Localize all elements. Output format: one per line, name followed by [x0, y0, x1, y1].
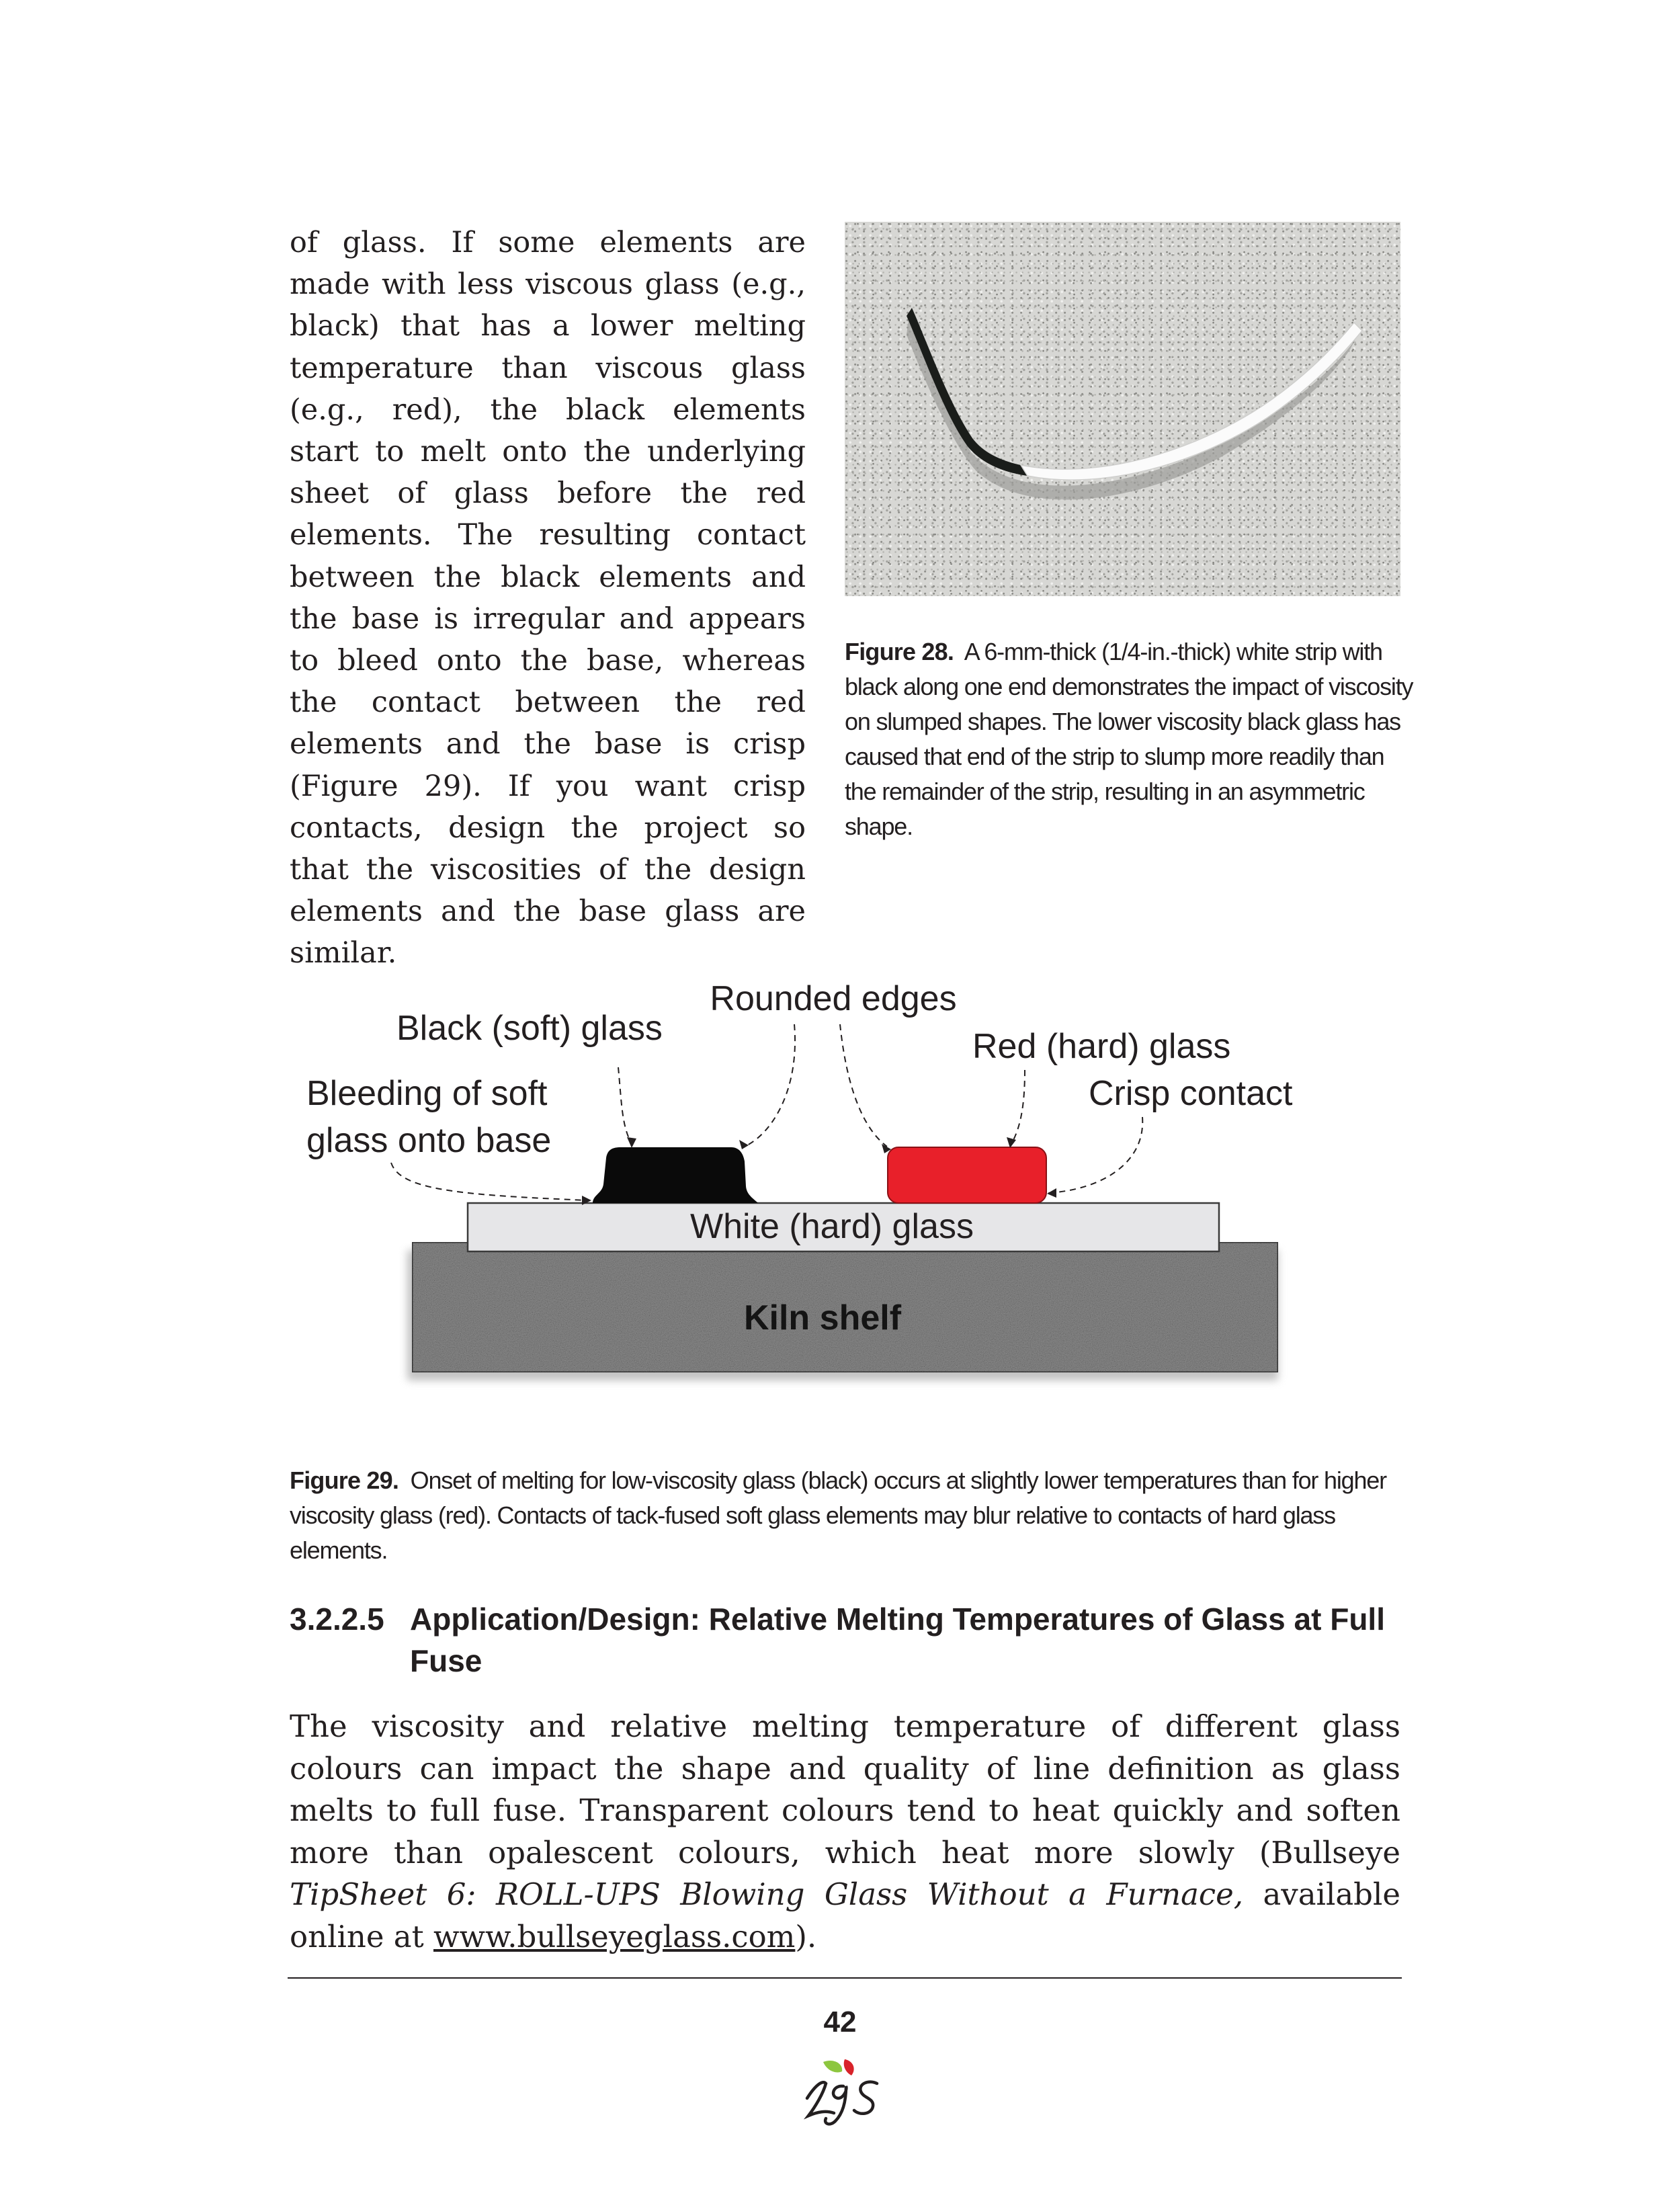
leader-crisp-contact — [1048, 1117, 1142, 1193]
logo-green-leaf — [823, 2061, 842, 2073]
leader-rounded-left — [746, 1024, 795, 1146]
red-glass-element — [888, 1147, 1046, 1203]
bleeding-label-line2: glass onto base — [306, 1121, 552, 1160]
section-number: 3.2.2.5 — [290, 1602, 384, 1637]
figure-28-photo — [845, 222, 1400, 596]
tipsheet-title: TipSheet 6: ROLL-UPS Blowing Glass Without a Furnace, — [290, 1876, 1244, 1912]
figure-29-caption — [290, 1463, 1405, 1568]
body-text-mid: available online at — [290, 1876, 1400, 1954]
crisp-contact-label: Crisp contact — [1089, 1074, 1293, 1113]
body-text-end: ). — [795, 1918, 817, 1954]
slumped-strip-photo — [845, 222, 1400, 596]
lgs-logo — [803, 2057, 884, 2131]
strip-white-section — [1021, 323, 1362, 480]
arrowhead-crisp-contact — [1047, 1188, 1056, 1198]
figure-29-label: Figure 29. — [290, 1467, 399, 1494]
arrowhead-rounded-left — [739, 1140, 749, 1149]
logo-letter-g — [825, 2086, 846, 2124]
leader-black-glass — [618, 1067, 632, 1144]
figure-28-label: Figure 28. — [845, 638, 954, 665]
black-soft-glass-label: Black (soft) glass — [396, 1009, 663, 1048]
section-title: Application/Design: Relative Melting Temperatures of Glass at Full Fuse — [410, 1602, 1385, 1678]
figure-28-caption-text: A 6-mm-thick (1/4-in.-thick) white strip with black along one end demonstrates the impact of viscosity on slumped shapes. The lower viscosity black glass has caused that end of the strip to slump more readily than the remainder of the strip, resulting in an asymmetric shape. — [845, 638, 1413, 840]
leader-red-glass — [1011, 1070, 1025, 1144]
white-glass-label: White (hard) glass — [690, 1207, 974, 1246]
kiln-shelf-label: Kiln shelf — [743, 1298, 902, 1337]
logo-letter-l — [807, 2082, 834, 2116]
page-number: 42 — [823, 2006, 857, 2038]
figure-29-diagram — [282, 968, 1331, 1411]
leader-rounded-right — [840, 1024, 887, 1147]
bleeding-label-line1: Bleeding of soft — [306, 1074, 548, 1113]
left-column-paragraph: of glass. If some elements are made with less viscous glass (e.g., black) that has a lower melting temperature than viscous glass (e.g., red), the black elements start to melt onto the underlying sheet of glass before the red elements. The resulting contact between the black elements and the base is irregular and appears to bleed onto the base, whereas the contact between the red elements and the base is crisp (Figure 29). If you want crisp contacts, design the project so that the viscosities of the design elements and the base glass are similar. — [290, 226, 806, 970]
rounded-edges-label: Rounded edges — [710, 979, 957, 1018]
figure-29-caption-text: Onset of melting for low-viscosity glass (black) occurs at slightly lower temperatures than for higher viscosity glass (red). Contacts of tack-fused soft glass elements may blur relative to contacts of hard glass elements. — [290, 1467, 1386, 1564]
logo-letter-s — [854, 2082, 877, 2114]
body-text-start: The viscosity and relative melting temperature of different glass colours can impact the shape and quality of line definition as glass melts to full fuse. Transparent colours tend to heat quickly and soften more than opalescent colours, which heat more slowly (Bullseye — [290, 1708, 1400, 1870]
arrowhead-black-glass — [627, 1137, 636, 1148]
logo-red-leaf — [844, 2059, 854, 2075]
figure-28-caption — [845, 634, 1416, 844]
red-hard-glass-label: Red (hard) glass — [972, 1027, 1231, 1066]
body-paragraph — [290, 1706, 1400, 1958]
leader-bleeding — [391, 1163, 588, 1200]
black-glass-element — [593, 1147, 758, 1203]
footer-divider — [288, 1977, 1402, 1979]
bullseye-link[interactable]: www.bullseyeglass.com — [433, 1918, 796, 1954]
